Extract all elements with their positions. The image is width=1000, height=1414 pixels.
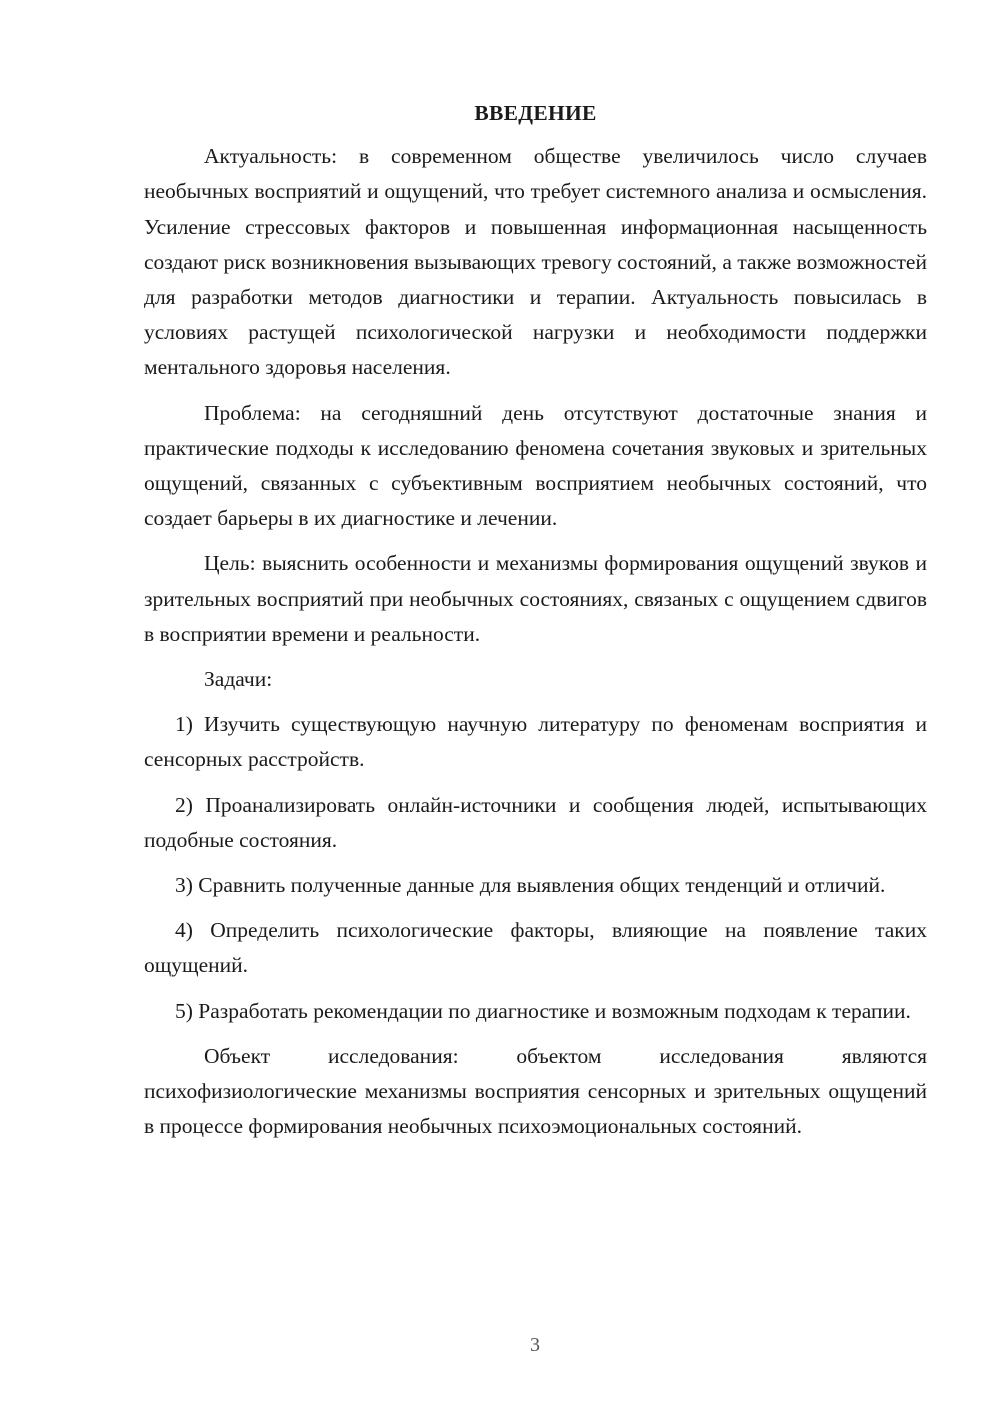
- task-item-4: 4) Определить психологические факторы, влияющие на появление таких ощущений.: [144, 918, 927, 978]
- relevance-paragraph: Актуальность: в современном обществе увеличилось число случаев необычных восприятий и ощущений, что требует системного анализа и осмысления. Усиление стрессовых факторов и повышенная информационная насыщенность создают риск возникновения вызывающих тревогу состояний, а также возможностей для разработки методов диагностики и терапии. Актуальность повысилась в условиях растущей психологической нагрузки и необходимости поддержки ментального здоровья населения.: [144, 144, 927, 380]
- task-item-1: 1) Изучить существующую научную литературу по феноменам восприятия и сенсорных расстройств.: [144, 712, 927, 772]
- goal-paragraph: Цель: выяснить особенности и механизмы формирования ощущений звуков и зрительных восприятий при необычных состояниях, связаных с ощущением сдвигов в восприятии времени и реальности.: [144, 551, 927, 646]
- page-number: 3: [530, 1334, 540, 1356]
- task-item-5: 5) Разработать рекомендации по диагностике и возможным подходам к терапии.: [175, 998, 911, 1023]
- tasks-list: [144, 707, 927, 1029]
- document-page: [144, 96, 927, 1154]
- tasks-heading: Задачи:: [204, 667, 273, 692]
- task-item-2: 2) Проанализировать онлайн-источники и сообщения людей, испытывающих подобные состояния.: [144, 792, 927, 852]
- object-paragraph: Объект исследования: объектом исследования являются психофизиологические механизмы восприятия сенсорных и зрительных ощущений в процессе формирования необычных психоэмоциональных состояний.: [144, 1043, 927, 1139]
- problem-paragraph: Проблема: на сегодняшний день отсутствуют достаточные знания и практические подходы к исследованию феномена сочетания звуковых и зрительных ощущений, связанных с субъективным восприятием необычных состояний, что создает барьеры в их диагностике и лечении.: [144, 400, 927, 531]
- task-item-3: 3) Сравнить полученные данные для выявления общих тенденций и отличий.: [175, 873, 886, 898]
- section-title: ВВЕДЕНИЕ: [474, 101, 597, 125]
